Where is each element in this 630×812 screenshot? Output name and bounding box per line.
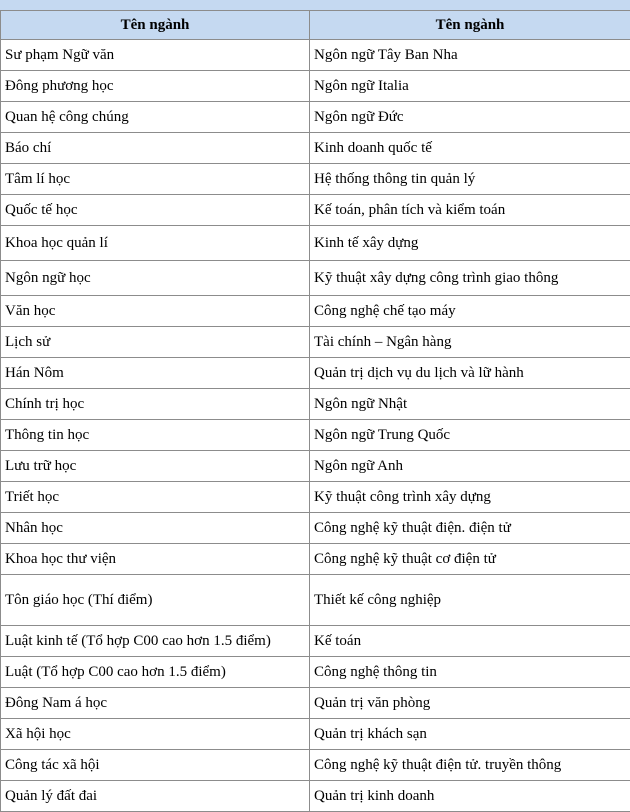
major-name-left: Quản lý đất đai [1, 781, 310, 812]
major-name-right: Công nghệ thông tin [310, 657, 630, 688]
table-row [1, 626, 630, 657]
major-name-right: Kỹ thuật công trình xây dựng [310, 482, 630, 513]
major-name-right: Tài chính – Ngân hàng [310, 327, 630, 358]
major-name-left: Triết học [1, 482, 310, 513]
major-name-right: Công nghệ kỹ thuật điện. điện tử [310, 513, 630, 544]
major-name-right: Thiết kế công nghiệp [310, 575, 630, 626]
major-name-left: Nhân học [1, 513, 310, 544]
major-name-left: Đông phương học [1, 71, 310, 102]
major-name-right: Quản trị dịch vụ du lịch và lữ hành [310, 358, 630, 389]
major-name-right: Công nghệ kỹ thuật điện tử. truyền thông [310, 750, 630, 781]
major-name-left: Luật kinh tế (Tổ hợp C00 cao hơn 1.5 điểm) [1, 626, 310, 657]
major-name-left: Tâm lí học [1, 164, 310, 195]
major-name-right: Ngôn ngữ Anh [310, 451, 630, 482]
major-name-left: Khoa học thư viện [1, 544, 310, 575]
table-header-row [1, 11, 630, 40]
major-name-right: Ngôn ngữ Italia [310, 71, 630, 102]
major-name-right: Quản trị văn phòng [310, 688, 630, 719]
table-row [1, 513, 630, 544]
table-row [1, 657, 630, 688]
major-name-right: Công nghệ chế tạo máy [310, 296, 630, 327]
table-row [1, 688, 630, 719]
major-name-left: Luật (Tổ hợp C00 cao hơn 1.5 điểm) [1, 657, 310, 688]
major-name-left: Quốc tế học [1, 195, 310, 226]
table-row [1, 226, 630, 261]
major-name-left: Đông Nam á học [1, 688, 310, 719]
major-name-left: Tôn giáo học (Thí điểm) [1, 575, 310, 626]
major-name-left: Lịch sử [1, 327, 310, 358]
major-name-left: Xã hội học [1, 719, 310, 750]
major-name-right: Quản trị kinh doanh [310, 781, 630, 812]
table-row [1, 133, 630, 164]
table-row [1, 451, 630, 482]
major-name-right: Kinh tế xây dựng [310, 226, 630, 261]
major-name-right: Ngôn ngữ Tây Ban Nha [310, 40, 630, 71]
major-name-left: Sư phạm Ngữ văn [1, 40, 310, 71]
major-name-right: Quản trị khách sạn [310, 719, 630, 750]
major-name-left: Công tác xã hội [1, 750, 310, 781]
majors-table [0, 10, 630, 812]
table-row [1, 575, 630, 626]
table-row [1, 482, 630, 513]
table-row [1, 195, 630, 226]
major-name-right: Kế toán [310, 626, 630, 657]
table-row [1, 164, 630, 195]
major-name-left: Thông tin học [1, 420, 310, 451]
column-header-left: Tên ngành [1, 11, 310, 40]
major-name-left: Văn học [1, 296, 310, 327]
major-name-right: Ngôn ngữ Trung Quốc [310, 420, 630, 451]
table-row [1, 327, 630, 358]
table-row [1, 71, 630, 102]
table-row [1, 781, 630, 812]
table-row [1, 750, 630, 781]
major-name-right: Kế toán, phân tích và kiểm toán [310, 195, 630, 226]
major-name-right: Ngôn ngữ Đức [310, 102, 630, 133]
table-row [1, 40, 630, 71]
major-name-left: Chính trị học [1, 389, 310, 420]
major-name-left: Khoa học quản lí [1, 226, 310, 261]
major-name-right: Kinh doanh quốc tế [310, 133, 630, 164]
table-row [1, 719, 630, 750]
table-row [1, 358, 630, 389]
major-name-left: Hán Nôm [1, 358, 310, 389]
major-name-left: Lưu trữ học [1, 451, 310, 482]
major-name-left: Báo chí [1, 133, 310, 164]
major-name-left: Ngôn ngữ học [1, 261, 310, 296]
major-name-right: Công nghệ kỹ thuật cơ điện tử [310, 544, 630, 575]
major-name-right: Kỹ thuật xây dựng công trình giao thông [310, 261, 630, 296]
table-row [1, 389, 630, 420]
column-header-right: Tên ngành [310, 11, 630, 40]
table-row [1, 102, 630, 133]
major-name-right: Hệ thống thông tin quản lý [310, 164, 630, 195]
major-name-right: Ngôn ngữ Nhật [310, 389, 630, 420]
table-row [1, 420, 630, 451]
major-name-left: Quan hệ công chúng [1, 102, 310, 133]
table-row [1, 544, 630, 575]
table-row [1, 261, 630, 296]
table-row [1, 296, 630, 327]
